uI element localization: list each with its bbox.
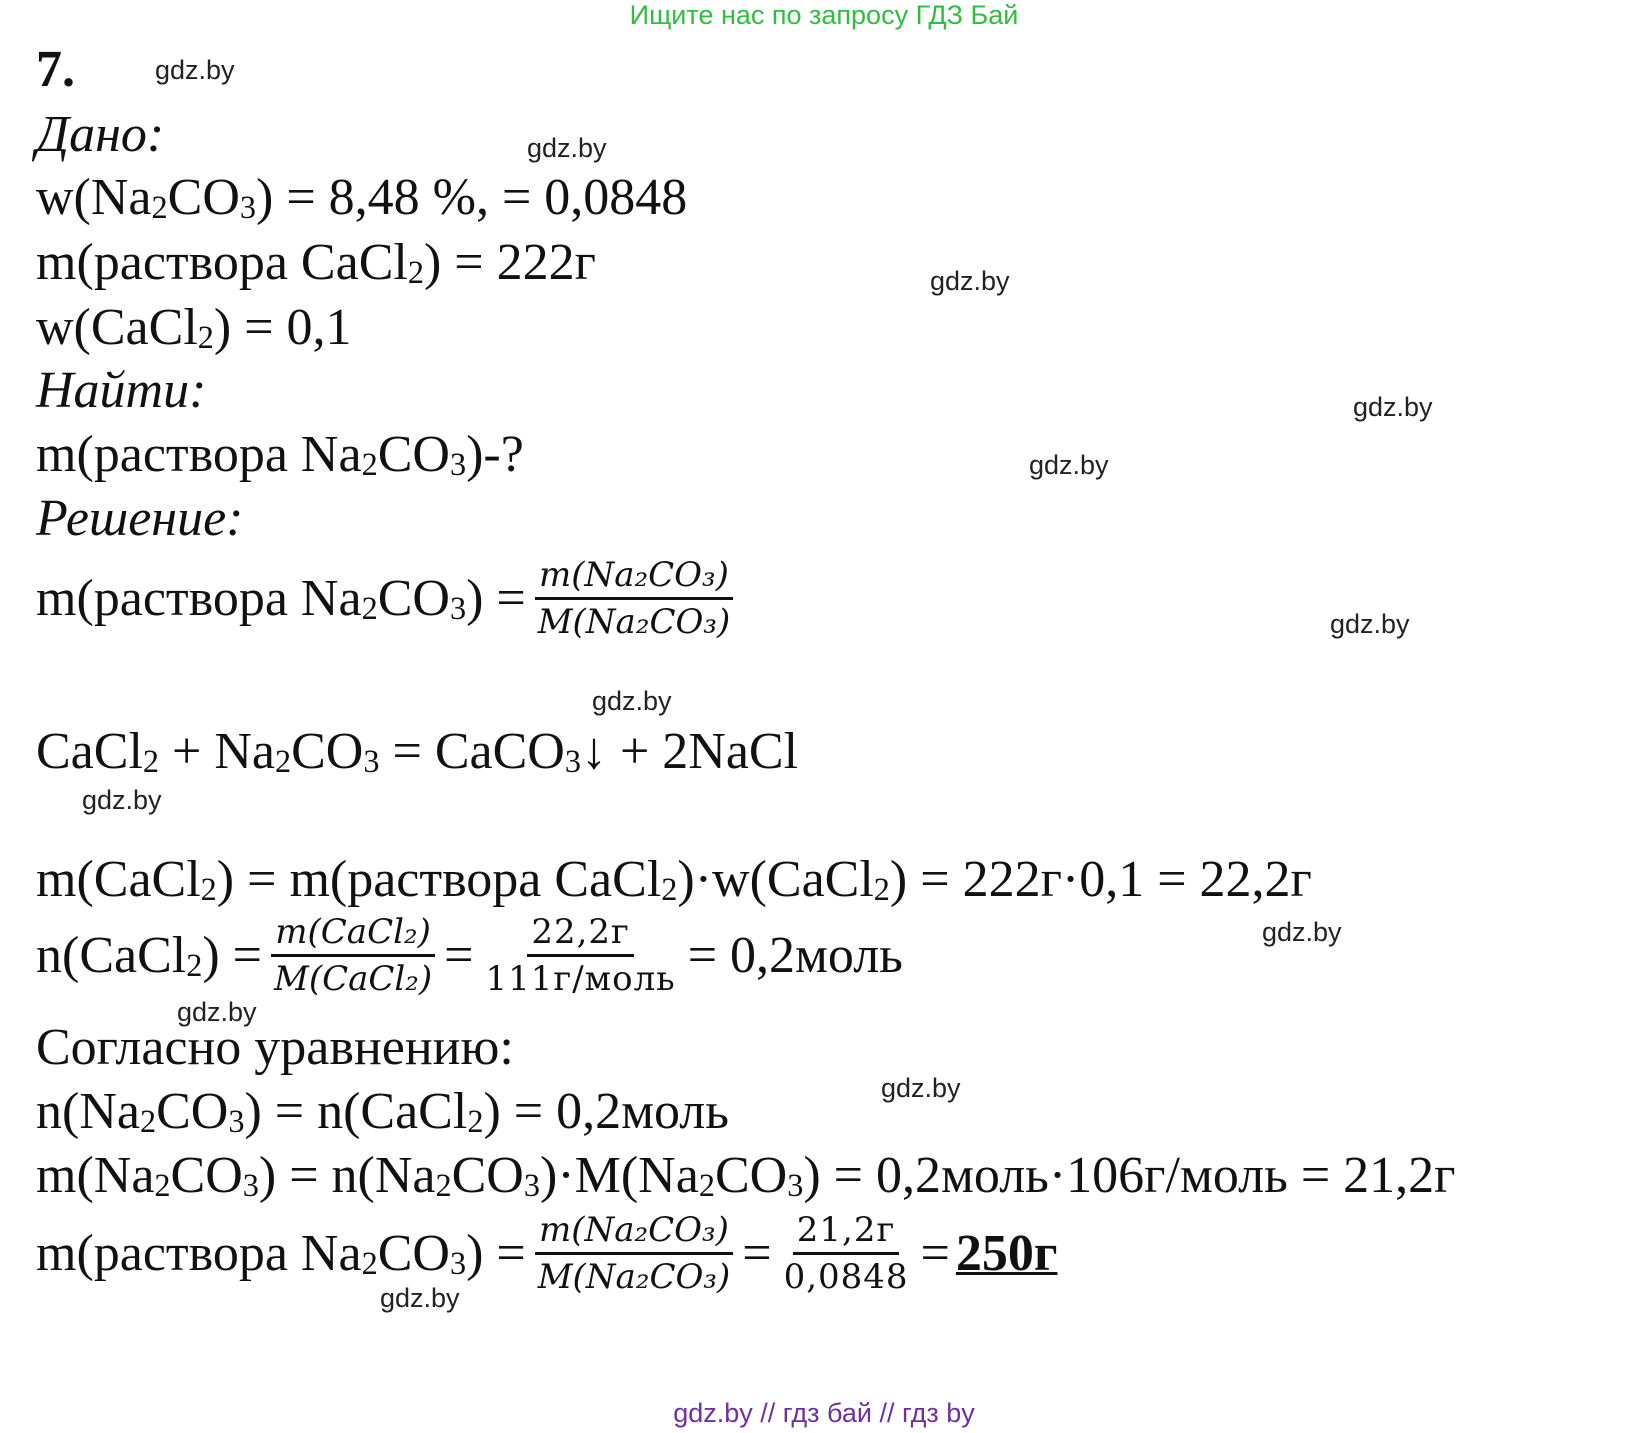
final-calculation: m(раствора $Na_2CO_3$) = $\frac{\text{m(Na₂CO₃)}}{\text{M(Na₂CO₃)}}$ = $\frac{21,2г}{0,0848}$ = 250г (36, 1210, 1058, 1297)
numerator: m(CaCl₂) (271, 910, 435, 957)
given-heading: Дано: (36, 106, 165, 163)
denominator: 111г/моль (485, 959, 676, 999)
watermark: gdz.by (1029, 450, 1109, 480)
calc-moles-na2co3: $n(Na_2CO_3)$ = n(CaCl$_2$) = 0,2моль (36, 1083, 729, 1140)
watermark: gdz.by (177, 997, 257, 1027)
watermark: gdz.by (155, 55, 235, 85)
watermark: gdz.by (930, 266, 1010, 296)
numerator: 22,2г (527, 910, 634, 957)
fraction (481, 910, 679, 1001)
numerator: m(Na₂CO₃) (535, 1208, 733, 1255)
watermark: gdz.by (1330, 609, 1410, 639)
denominator: M(CaCl₂) (274, 959, 433, 999)
according-to-equation: Согласно уравнению: (36, 1019, 514, 1076)
given-w-na2co3: $w(Na_2CO_3) = 8,48$ %, = 0,0848 (36, 169, 688, 226)
given-w-cacl2: w(CaCl$_2$) = 0,1 (36, 299, 352, 356)
watermark: gdz.by (881, 1073, 961, 1103)
formula-solution-mass: m(раствора $Na_2CO_3$) = $\frac{\text{m(Na₂CO₃)}}{\text{M(Na₂CO₃)}}$ (36, 553, 742, 644)
fraction (534, 553, 735, 644)
calc-mass-na2co3: $m(Na_2CO_3) = n(Na_2CO_3)\cdot M(Na_2CO_3)$ = 0,2моль·106г/моль = 21,2г (36, 1147, 1456, 1204)
fraction (780, 1208, 913, 1299)
watermark: gdz.by (380, 1283, 460, 1313)
denominator: 0,0848 (783, 1257, 909, 1297)
numerator: m(Na₂CO₃) (535, 553, 733, 600)
fraction (270, 910, 436, 1001)
find-target: m(раствора $Na_2CO_3)-$? (36, 426, 524, 483)
denominator: M(Na₂CO₃) (537, 602, 731, 642)
calc-mass-cacl2: m(CaCl$_2$) = m(раствора CaCl$_2$)·w(CaCl$_2$) = 222г·0,1 = 22,2г (36, 851, 1312, 908)
calc-moles-cacl2: n(CaCl$_2$) = $\frac{\text{m(CaCl₂)}}{\text{M(CaCl₂)}}$ = $\frac{22,2г}{\text{111г/моль}}$ = 0,2моль (36, 912, 903, 999)
given-m-solution-cacl2: m(раствора CaCl$_2$) = 222г (36, 234, 596, 291)
solution-heading: Решение: (36, 490, 244, 547)
watermark: gdz.by (527, 133, 607, 163)
task-number: 7. (36, 41, 75, 98)
reaction-equation: CaCl$_2$ + $Na_2CO_3$ = CaCO$_3$↓ + 2NaCl (36, 723, 799, 780)
watermark: gdz.by (592, 686, 672, 716)
footer-watermark: gdz.by // гдз бай // гдз by (673, 1398, 975, 1428)
denominator: M(Na₂CO₃) (537, 1257, 731, 1297)
watermark: gdz.by (1262, 917, 1342, 947)
watermark: gdz.by (1353, 392, 1433, 422)
fraction (534, 1208, 735, 1299)
numerator: 21,2г (793, 1208, 900, 1255)
top-banner: Ищите нас по запросу ГДЗ Бай (629, 0, 1019, 30)
find-heading: Найти: (36, 362, 207, 419)
watermark: gdz.by (82, 785, 162, 815)
final-answer: 250г (955, 1224, 1058, 1282)
